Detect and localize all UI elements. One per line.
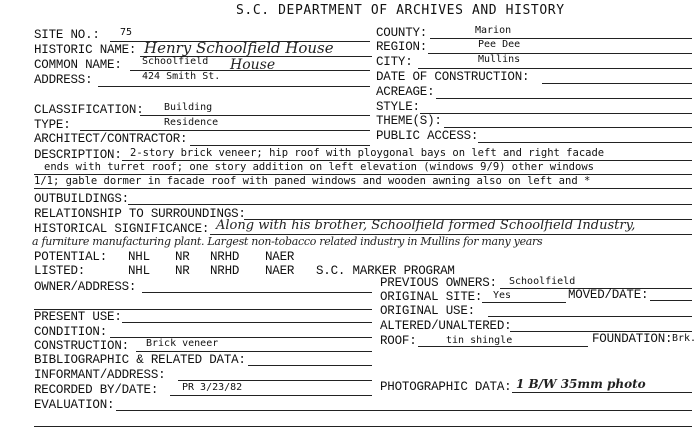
type-label: TYPE: [34,118,71,132]
description-line-3: 1/1; gable dormer in facade roof with paned windows and wooden awning also on left and * [34,175,591,187]
description-rule-3 [34,188,692,189]
present-use-line [122,322,372,323]
historical-significance-line-1: Along with his brother, Schoolfield formed Schoolfield Industry, [216,218,636,233]
construction-line [136,351,372,352]
common-name-hand: House [230,57,276,73]
original-site-label: ORIGINAL SITE: [380,290,483,304]
roof-line [418,346,588,347]
outbuildings-line [128,204,692,205]
architect-label: ARCHITECT/CONTRACTOR: [34,132,188,146]
foundation-label: FOUNDATION: [592,332,673,346]
construction-value: Brick veneer [146,338,219,349]
style-label: STYLE: [376,100,420,114]
potential-nr[interactable]: NR [175,250,190,264]
photographic-data-label: PHOTOGRAPHIC DATA: [380,380,512,394]
photographic-data-value: 1 B/W 35mm photo [516,377,646,391]
potential-nhl[interactable]: NHL [128,250,150,264]
description-label: DESCRIPTION: [34,148,122,162]
original-use-line [488,316,692,317]
acreage-line [436,98,692,99]
architect-line [190,145,370,146]
present-use-label: PRESENT USE: [34,310,122,324]
relationship-label: RELATIONSHIP TO SURROUNDINGS: [34,207,246,221]
city-label: CITY: [376,55,413,69]
city-line [418,68,692,69]
potential-nrhd[interactable]: NRHD [210,250,240,264]
construction-label: CONSTRUCTION: [34,339,129,353]
city-value: Mullins [478,54,521,65]
listed-label: LISTED: [34,264,86,278]
site-no-value: 75 [120,27,133,38]
previous-owners-label: PREVIOUS OWNERS: [380,276,497,290]
owner-address-line [142,292,372,293]
listed-naer[interactable]: NAER [265,264,295,278]
recorded-by-line [170,395,372,396]
date-construction-label: DATE OF CONSTRUCTION: [376,70,530,84]
description-line-1: 2-story brick veneer; hip roof with ploygonal bays on left and right facade [130,147,605,159]
recorded-by-label: RECORDED BY/DATE: [34,383,159,397]
acreage-label: ACREAGE: [376,85,435,99]
original-use-label: ORIGINAL USE: [380,304,475,318]
themes-label: THEME(S): [376,114,442,128]
foundation-value: Brk. [672,333,697,344]
evaluation-line [116,410,692,411]
style-line [420,113,692,114]
informant-line [178,380,372,381]
roof-label: ROOF: [380,334,417,348]
bibliographic-label: BIBLIOGRAPHIC & RELATED DATA: [34,353,246,367]
original-site-line [482,302,566,303]
county-line [430,38,692,39]
county-label: COUNTY: [376,26,428,40]
moved-date-label: MOVED/DATE: [568,288,649,302]
altered-label: ALTERED/UNALTERED: [380,319,512,333]
potential-naer[interactable]: NAER [265,250,295,264]
historic-name-label: HISTORIC NAME: [34,43,137,57]
type-value: Residence [164,117,219,128]
evaluation-label: EVALUATION: [34,398,115,412]
listed-nhl[interactable]: NHL [128,264,150,278]
original-site-value: Yes [493,290,512,301]
address-value: 424 Smith St. [142,71,221,82]
public-access-line [478,142,692,143]
condition-label: CONDITION: [34,325,108,339]
sc-marker-program[interactable]: S.C. MARKER PROGRAM [316,264,455,278]
site-no-label: SITE NO.: [34,28,100,42]
address-line [98,86,370,87]
public-access-label: PUBLIC ACCESS: [376,129,479,143]
previous-owners-value: Schoolfield [509,276,576,287]
potential-label: POTENTIAL: [34,250,108,264]
owner-address-label: OWNER/ADDRESS: [34,280,137,294]
common-name-label: COMMON NAME: [34,58,122,72]
recorded-by-value: PR 3/23/82 [182,382,243,393]
listed-nr[interactable]: NR [175,264,190,278]
common-name-typed: Schoolfield [142,56,209,67]
listed-nrhd[interactable]: NRHD [210,264,240,278]
region-label: REGION: [376,40,428,54]
description-line-2: ends with turret roof; one story addition on left elevation (windows 9/9) other windows [44,161,594,173]
region-value: Pee Dee [478,39,521,50]
themes-line [444,127,692,128]
address-label: ADDRESS: [34,73,93,87]
classification-value: Building [164,102,213,113]
form-title: S.C. DEPARTMENT OF ARCHIVES AND HISTORY [236,3,565,18]
evaluation-line-2 [34,426,692,427]
moved-date-line [650,300,692,301]
classification-line [140,115,370,116]
region-line [428,53,692,54]
county-value: Marion [475,25,512,36]
roof-value: tin shingle [446,335,513,346]
historic-name-value: Henry Schoolfield House [144,39,334,57]
historical-significance-line-2: a furniture manufacturing plant. Largest non-tobacco related industry in Mullins for many years [32,235,543,248]
historical-significance-label: HISTORICAL SIGNIFICANCE: [34,222,210,236]
classification-label: CLASSIFICATION: [34,103,144,117]
type-line [80,130,370,131]
outbuildings-label: OUTBUILDINGS: [34,192,129,206]
photographic-data-line [512,392,692,393]
bibliographic-line [248,365,372,366]
date-construction-line [542,83,692,84]
informant-label: INFORMANT/ADDRESS: [34,368,166,382]
